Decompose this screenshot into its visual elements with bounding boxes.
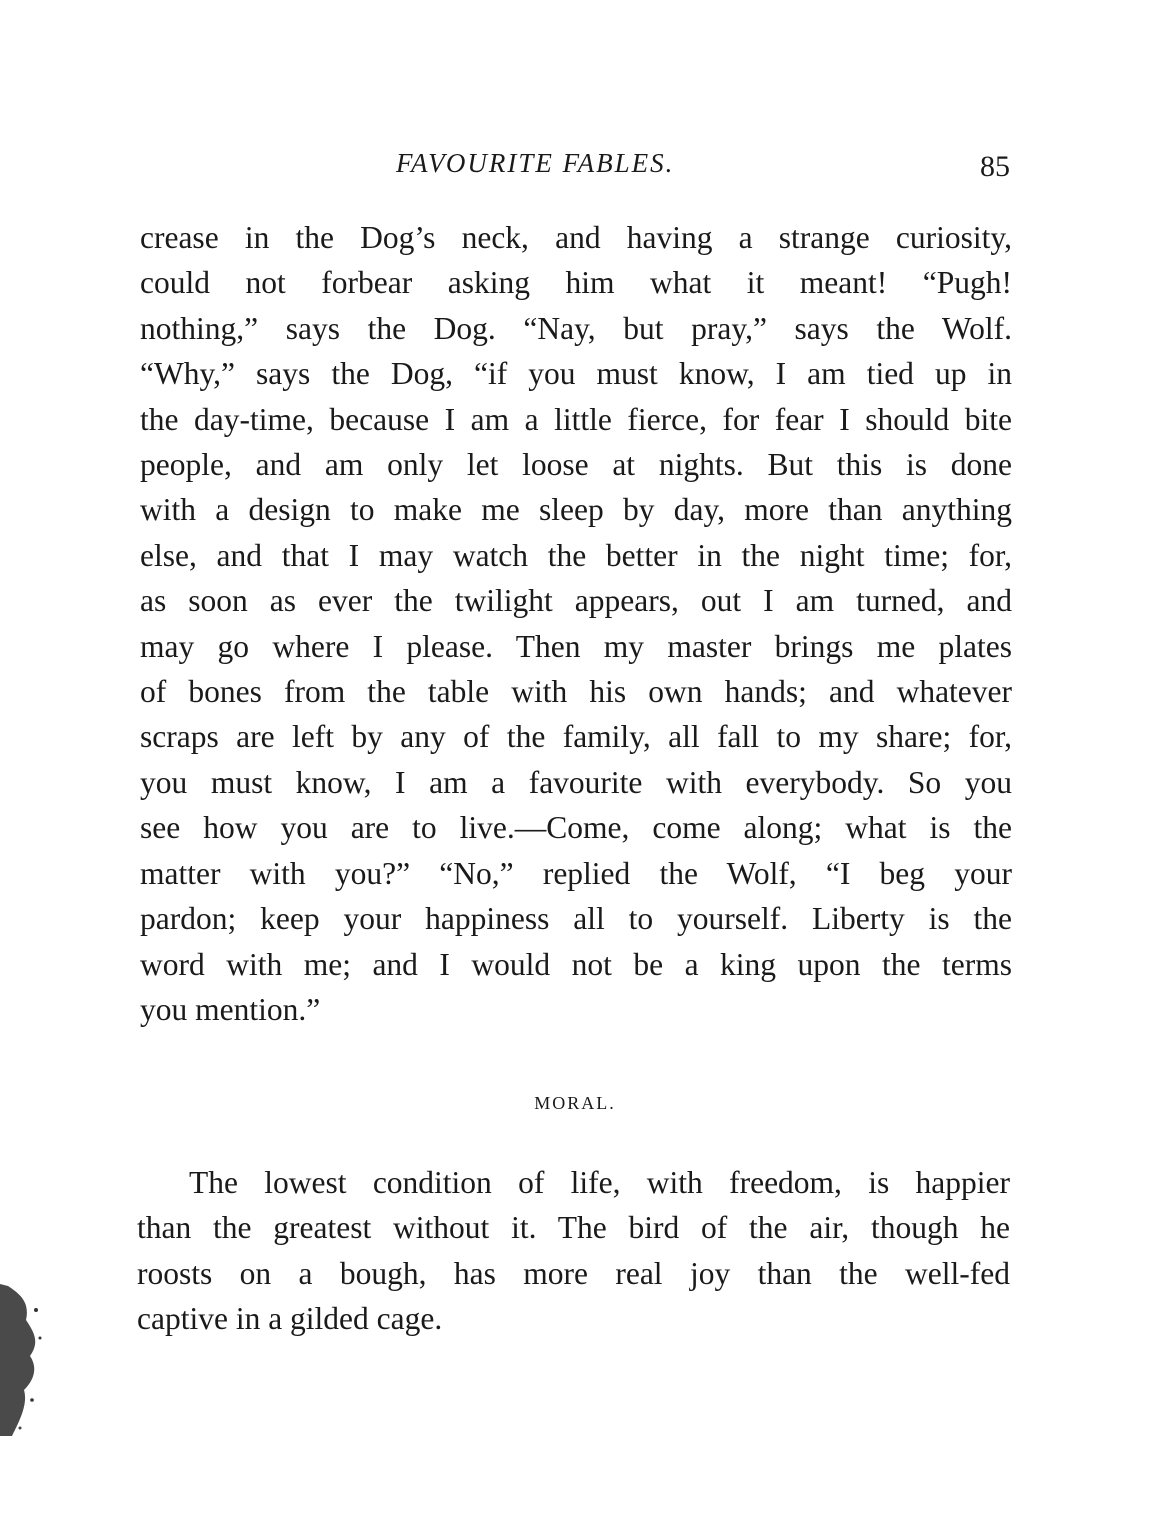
text-line: scraps are left by any of the family, all fall to my share; for, (140, 719, 1012, 755)
moral-line: captive in a gilded cage. (137, 1301, 443, 1337)
text-line: as soon as ever the twilight appears, out I am turned, and (140, 583, 1012, 619)
text-line: of bones from the table with his own hands; and whatever (140, 674, 1012, 710)
text-line: see how you are to live.—Come, come along; what is the (140, 810, 1012, 846)
body-text (140, 215, 1012, 1032)
text-line: may go where I please. Then my master brings me plates (140, 628, 1012, 664)
text-line: you must know, I am a favourite with everybody. So you (140, 764, 1012, 800)
text-line: could not forbear asking him what it meant! “Pugh! (140, 265, 1012, 301)
text-line: you mention.” (140, 991, 321, 1027)
text-line: word with me; and I would not be a king upon the terms (140, 946, 1012, 982)
page-edge-smudge (0, 1280, 46, 1440)
moral-heading: MORAL. (534, 1093, 616, 1113)
moral-line: roosts on a bough, has more real joy than the well-fed (137, 1255, 1010, 1291)
moral-line: than the greatest without it. The bird of the air, though he (137, 1210, 1010, 1246)
text-line: crease in the Dog’s neck, and having a strange curiosity, (140, 220, 1012, 255)
text-line: people, and am only let loose at nights. But this is done (140, 447, 1012, 483)
moral-line: The lowest condition of life, with freedom, is happier (189, 1165, 1010, 1200)
text-line: the day-time, because I am a little fierce, for fear I should bite (140, 401, 1012, 437)
running-head: FAVOURITE FABLES. (396, 148, 675, 178)
text-line: with a design to make me sleep by day, more than anything (140, 492, 1012, 528)
text-line: pardon; keep your happiness all to yourself. Liberty is the (140, 901, 1012, 937)
text-line: else, and that I may watch the better in the night time; for, (140, 537, 1012, 573)
text-line: “Why,” says the Dog, “if you must know, I am tied up in (140, 356, 1012, 392)
text-line: matter with you?” “No,” replied the Wolf, “I beg your (140, 855, 1012, 891)
page-number: 85 (980, 150, 1010, 183)
text-line: nothing,” says the Dog. “Nay, but pray,” says the Wolf. (140, 310, 1012, 346)
moral-text (137, 1160, 1010, 1342)
